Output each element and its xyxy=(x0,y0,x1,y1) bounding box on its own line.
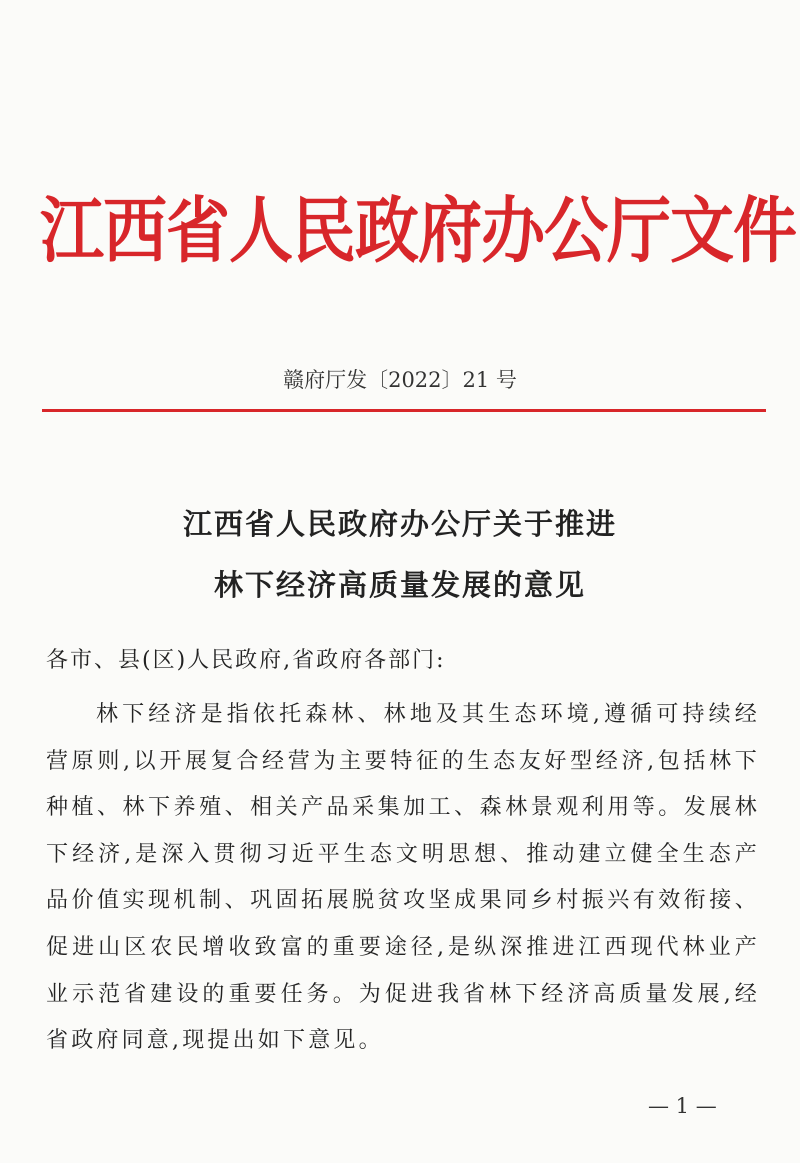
document-title-line-2: 林下经济高质量发展的意见 xyxy=(213,568,586,602)
masthead-title: 江西省人民政府办公厅文件 xyxy=(40,190,796,274)
salutation: 各市、县(区)人民政府,省政府各部门: xyxy=(46,648,446,673)
document-number: 赣府厅发〔2022〕21 号 xyxy=(283,368,517,392)
document-title-line-1: 江西省人民政府办公厅关于推进 xyxy=(182,507,617,541)
page-number: — 1 — xyxy=(648,1094,717,1118)
red-divider-line xyxy=(42,409,766,412)
body-paragraph: 林下经济是指依托森林、林地及其生态环境,遵循可持续经营原则,以开展复合经营为主要特征的生态友好型经济,包括林下种植、林下养殖、相关产品采集加工、森林景观利用等。发展林下经济,是深入贯彻习近平生态文明思想、推动建立健全生态产品价值实现机制、巩固拓展脱贫攻坚成果同乡村振兴有效衔接、促进山区农民增收致富的重要途径,是纵深推进江西现代林业产业示范省建设的重要任务。为促进我省林下经济高质量发展,经省政府同意,现提出如下意见。 xyxy=(46,702,760,1054)
